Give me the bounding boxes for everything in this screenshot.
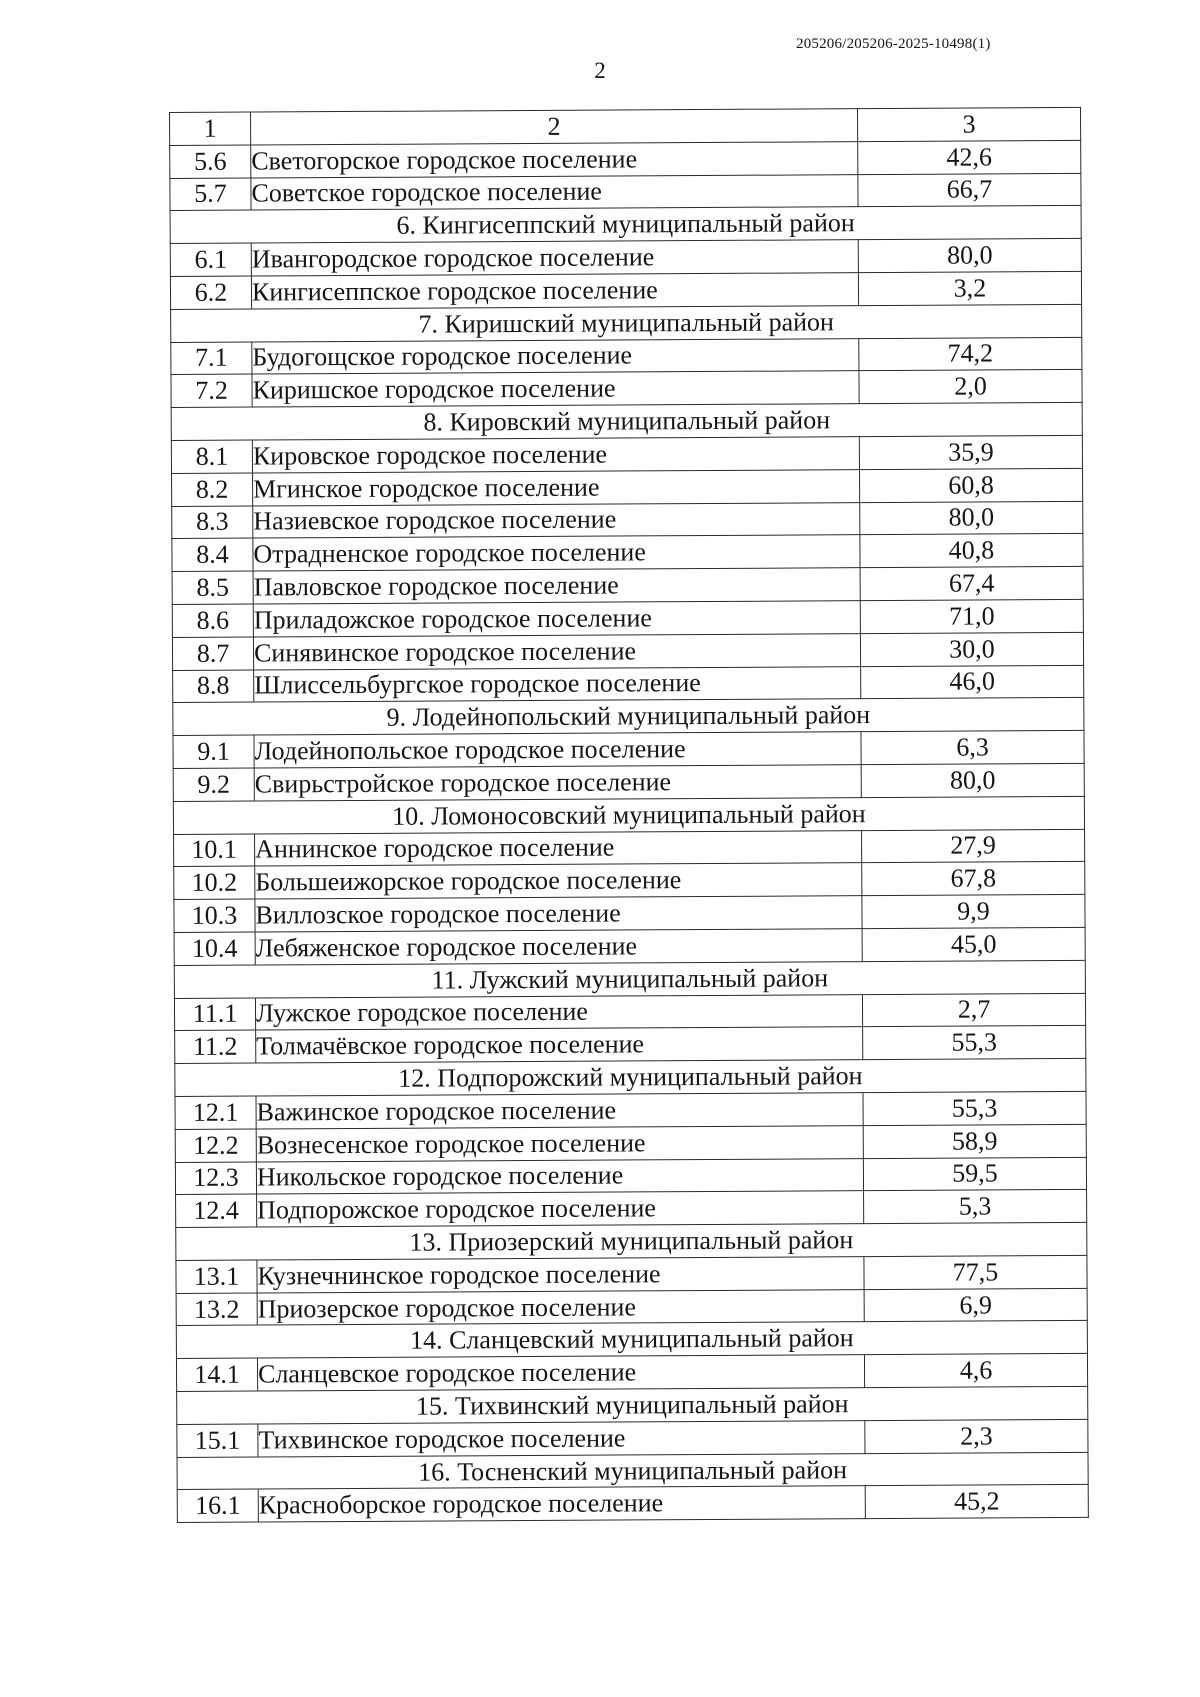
row-number: 12.2 bbox=[175, 1129, 256, 1162]
table-row bbox=[176, 1255, 1087, 1293]
table-row bbox=[173, 665, 1084, 703]
row-value: 67,4 bbox=[860, 567, 1083, 601]
row-number: 13.1 bbox=[176, 1260, 257, 1293]
section-row bbox=[175, 1059, 1086, 1097]
table-row bbox=[170, 140, 1081, 178]
section-title: 10. Ломоносовский муниципальный район bbox=[173, 796, 1084, 834]
table-row bbox=[172, 599, 1083, 637]
settlement-name: Кингисеппское городское поселение bbox=[251, 273, 858, 309]
settlement-name: Советское городское поселение bbox=[251, 174, 858, 210]
table-row bbox=[177, 1485, 1088, 1523]
row-number: 14.1 bbox=[176, 1358, 257, 1391]
row-value: 55,3 bbox=[863, 1091, 1086, 1125]
row-number: 5.7 bbox=[170, 178, 251, 211]
section-title: 13. Приозерский муниципальный район bbox=[176, 1222, 1087, 1260]
row-value: 80,0 bbox=[861, 763, 1084, 797]
row-number: 10.4 bbox=[174, 932, 255, 965]
table-row bbox=[175, 1157, 1086, 1195]
row-number: 16.1 bbox=[177, 1489, 258, 1522]
table-row bbox=[175, 1026, 1086, 1064]
row-number: 12.1 bbox=[175, 1096, 256, 1129]
row-value: 2,3 bbox=[865, 1419, 1088, 1453]
settlement-name: Лодейнопольское городское поселение bbox=[254, 732, 861, 768]
row-number: 7.2 bbox=[171, 374, 252, 407]
section-row bbox=[170, 206, 1081, 244]
row-value: 9,9 bbox=[862, 895, 1085, 929]
settlement-name: Вознесенское городское поселение bbox=[256, 1125, 863, 1161]
settlement-name: Виллозское городское поселение bbox=[255, 896, 862, 932]
row-value: 60,8 bbox=[860, 468, 1083, 502]
section-row bbox=[173, 698, 1084, 736]
settlement-name: Толмачёвское городское поселение bbox=[256, 1027, 863, 1063]
settlement-name: Лебяженское городское поселение bbox=[255, 929, 862, 965]
table-header-row bbox=[170, 107, 1081, 145]
table-row bbox=[173, 731, 1084, 769]
settlement-name: Светогорское городское поселение bbox=[251, 141, 858, 177]
section-row bbox=[173, 796, 1084, 834]
settlement-name: Лужское городское поселение bbox=[255, 994, 862, 1030]
row-value: 3,2 bbox=[858, 271, 1081, 305]
row-value: 59,5 bbox=[863, 1157, 1086, 1191]
settlement-name: Приозерское городское поселение bbox=[257, 1289, 864, 1325]
table-row bbox=[172, 632, 1083, 670]
table-row bbox=[170, 271, 1081, 309]
table-row bbox=[172, 567, 1083, 605]
table-row bbox=[173, 763, 1084, 801]
section-title: 15. Тихвинский муниципальный район bbox=[177, 1386, 1088, 1424]
settlement-name: Подпорожское городское поселение bbox=[257, 1191, 864, 1227]
table-row bbox=[171, 370, 1082, 408]
row-value: 5,3 bbox=[864, 1190, 1087, 1224]
page-number: 2 bbox=[594, 58, 606, 83]
table-row bbox=[174, 862, 1085, 900]
table-row bbox=[175, 1091, 1086, 1129]
section-row bbox=[176, 1222, 1087, 1260]
row-value: 58,9 bbox=[863, 1124, 1086, 1158]
row-value: 80,0 bbox=[860, 501, 1083, 535]
settlement-name: Кузнечнинское городское поселение bbox=[257, 1257, 864, 1293]
table-row bbox=[176, 1354, 1087, 1392]
section-row bbox=[171, 304, 1082, 342]
table-row bbox=[177, 1419, 1088, 1457]
settlement-name: Важинское городское поселение bbox=[256, 1093, 863, 1129]
row-value: 46,0 bbox=[861, 665, 1084, 699]
row-value: 45,2 bbox=[865, 1485, 1088, 1519]
row-number: 8.4 bbox=[172, 538, 253, 571]
row-number: 11.1 bbox=[174, 998, 255, 1031]
section-row bbox=[174, 960, 1085, 998]
row-number: 5.6 bbox=[170, 145, 251, 178]
row-value: 6,3 bbox=[861, 731, 1084, 765]
settlement-name: Красноборское городское поселение bbox=[258, 1486, 865, 1522]
row-number: 6.1 bbox=[170, 243, 251, 276]
settlement-name: Ивангородское городское поселение bbox=[251, 240, 858, 276]
table-row bbox=[172, 468, 1083, 506]
settlement-name: Мгинское городское поселение bbox=[253, 469, 860, 505]
row-number: 12.3 bbox=[175, 1162, 256, 1195]
table-row bbox=[174, 829, 1085, 867]
row-number: 7.1 bbox=[171, 342, 252, 375]
row-value: 30,0 bbox=[860, 632, 1083, 666]
header-cell-3: 3 bbox=[857, 107, 1080, 141]
row-value: 80,0 bbox=[858, 239, 1081, 273]
table-row bbox=[176, 1288, 1087, 1326]
row-value: 2,0 bbox=[859, 370, 1082, 404]
row-value: 6,9 bbox=[864, 1288, 1087, 1322]
section-row bbox=[176, 1321, 1087, 1359]
section-title: 12. Подпорожский муниципальный район bbox=[175, 1059, 1086, 1097]
row-number: 8.7 bbox=[172, 637, 253, 670]
section-row bbox=[177, 1452, 1088, 1490]
row-number: 8.2 bbox=[172, 473, 253, 506]
row-value: 35,9 bbox=[859, 435, 1082, 469]
section-title: 16. Тосненский муниципальный район bbox=[177, 1452, 1088, 1490]
section-row bbox=[171, 403, 1082, 441]
table-row bbox=[176, 1190, 1087, 1228]
header-cell-1: 1 bbox=[170, 112, 251, 145]
section-title: 14. Сланцевский муниципальный район bbox=[176, 1321, 1087, 1359]
section-title: 8. Кировский муниципальный район bbox=[171, 403, 1082, 441]
row-number: 15.1 bbox=[177, 1424, 258, 1457]
row-number: 13.2 bbox=[176, 1293, 257, 1326]
settlement-name: Кировское городское поселение bbox=[252, 437, 859, 473]
row-value: 45,0 bbox=[862, 927, 1085, 961]
settlement-name: Большеижорское городское поселение bbox=[255, 863, 862, 899]
settlement-name: Синявинское городское поселение bbox=[253, 633, 860, 669]
row-number: 8.1 bbox=[171, 440, 252, 473]
settlement-name: Шлиссельбургское городское поселение bbox=[254, 666, 861, 702]
row-number: 8.3 bbox=[172, 506, 253, 539]
row-value: 42,6 bbox=[858, 140, 1081, 174]
section-title: 6. Кингисеппский муниципальный район bbox=[170, 206, 1081, 244]
table-row bbox=[170, 239, 1081, 277]
settlement-name: Отрадненское городское поселение bbox=[253, 535, 860, 571]
table-row bbox=[172, 501, 1083, 539]
section-row bbox=[177, 1386, 1088, 1424]
section-title: 11. Лужский муниципальный район bbox=[174, 960, 1085, 998]
row-number: 8.6 bbox=[172, 604, 253, 637]
row-value: 40,8 bbox=[860, 534, 1083, 568]
row-number: 9.2 bbox=[173, 768, 254, 801]
table-row bbox=[172, 534, 1083, 572]
row-number: 12.4 bbox=[176, 1194, 257, 1227]
settlement-name: Свирьстройское городское поселение bbox=[254, 765, 861, 801]
settlement-name: Назиевское городское поселение bbox=[253, 502, 860, 538]
row-value: 67,8 bbox=[862, 862, 1085, 896]
table-row bbox=[174, 993, 1085, 1031]
row-value: 55,3 bbox=[863, 1026, 1086, 1060]
row-number: 8.5 bbox=[172, 571, 253, 604]
row-value: 71,0 bbox=[860, 599, 1083, 633]
settlement-name: Будогощское городское поселение bbox=[252, 338, 859, 374]
row-number: 10.3 bbox=[174, 899, 255, 932]
row-number: 10.2 bbox=[174, 866, 255, 899]
table-body bbox=[170, 107, 1089, 1522]
row-value: 2,7 bbox=[862, 993, 1085, 1027]
settlement-name: Никольское городское поселение bbox=[256, 1158, 863, 1194]
row-value: 66,7 bbox=[858, 173, 1081, 207]
row-value: 74,2 bbox=[859, 337, 1082, 371]
table-row bbox=[175, 1124, 1086, 1162]
section-title: 7. Киришский муниципальный район bbox=[171, 304, 1082, 342]
row-number: 8.8 bbox=[173, 670, 254, 703]
settlement-name: Сланцевское городское поселение bbox=[257, 1355, 864, 1391]
header-cell-2: 2 bbox=[251, 109, 858, 145]
settlement-name: Тихвинское городское поселение bbox=[258, 1421, 865, 1457]
table-row bbox=[170, 173, 1081, 211]
row-number: 11.2 bbox=[175, 1030, 256, 1063]
row-number: 9.1 bbox=[173, 735, 254, 768]
settlements-table bbox=[169, 107, 1089, 1523]
row-value: 77,5 bbox=[864, 1255, 1087, 1289]
settlement-name: Киришское городское поселение bbox=[252, 371, 859, 407]
document-registration-code: 205206/205206-2025-10498(1) bbox=[796, 36, 991, 52]
settlement-name: Аннинское городское поселение bbox=[255, 830, 862, 866]
settlement-name: Приладожское городское поселение bbox=[253, 601, 860, 637]
row-number: 10.1 bbox=[174, 834, 255, 867]
row-value: 27,9 bbox=[862, 829, 1085, 863]
row-number: 6.2 bbox=[170, 276, 251, 309]
settlement-name: Павловское городское поселение bbox=[253, 568, 860, 604]
table-row bbox=[174, 927, 1085, 965]
table-row bbox=[171, 435, 1082, 473]
section-title: 9. Лодейнопольский муниципальный район bbox=[173, 698, 1084, 736]
row-value: 4,6 bbox=[864, 1354, 1087, 1388]
table-row bbox=[171, 337, 1082, 375]
table-row bbox=[174, 895, 1085, 933]
